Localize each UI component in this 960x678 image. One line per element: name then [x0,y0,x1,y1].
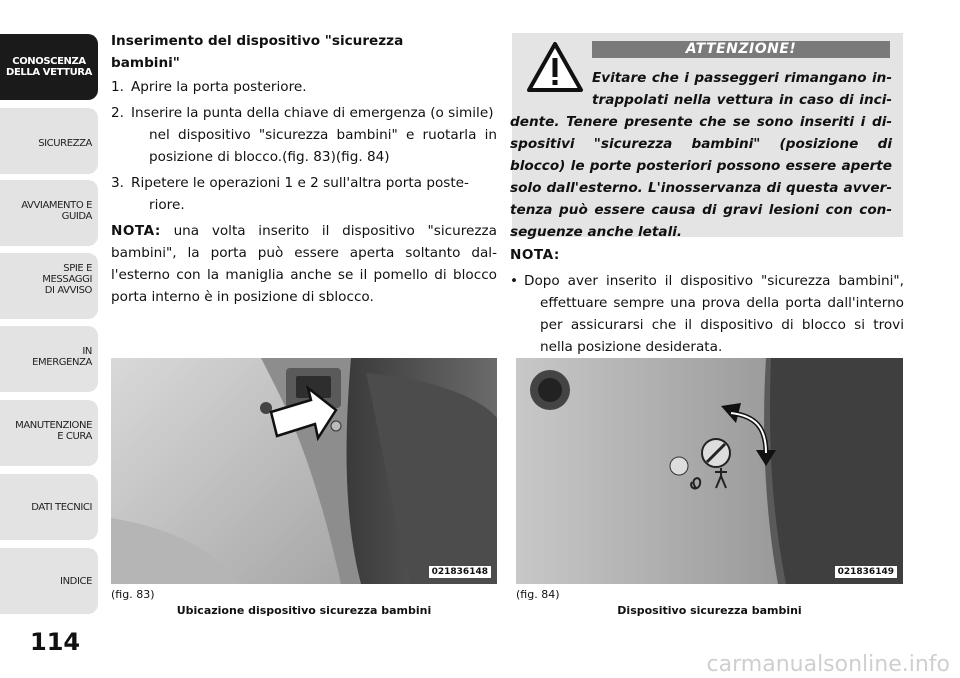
figure-code: 021836148 [429,566,491,578]
step-text: Aprire la porta posteriore. [131,79,307,95]
tab-manutenzione-e-cura[interactable]: MANUTENZIONE E CURA [0,400,98,466]
right-note [510,244,904,358]
heading-line-1: Inserimento del dispositivo "sicurezza [111,33,404,49]
note-paragraph [111,220,497,308]
watermark: carmanualsonline.info [706,652,950,677]
step-1 [111,76,497,98]
warning-box [510,33,903,240]
note-text: per assicurarsi che il dispositivo di blocco si trovi [540,317,904,333]
left-column [111,30,497,308]
tab-conoscenza-della-vettura[interactable]: CONOSCENZA DELLA VETTURA [0,34,98,100]
tab-dati-tecnici[interactable]: DATI TECNICI [0,474,98,540]
tab-indice[interactable]: INDICE [0,548,98,614]
step-text: Inserire la punta della chiave di emergenza (o simile) [131,105,494,121]
warning-title: ATTENZIONE! [592,41,890,58]
figure-83-caption: Ubicazione dispositivo sicurezza bambini [176,604,432,617]
step-number: 1. [111,79,124,95]
tab-sicurezza[interactable]: SICUREZZA [0,108,98,174]
tab-in-emergenza[interactable]: IN EMERGENZA [0,326,98,392]
bullet: • [510,273,519,289]
figure-83-photo [111,358,497,584]
warning-line: blocco) le porte posteriori possono essere aperte [510,158,892,174]
figure-84-photo [516,358,903,584]
tab-avviamento-e-guida[interactable]: AVVIAMENTO E GUIDA [0,180,98,246]
step-2 [111,102,497,168]
warning-line: tenza può essere causa di gravi lesioni con con- [510,202,892,218]
section-heading [111,30,497,74]
note-text: porta interno è in posizione di sblocco. [111,289,374,305]
door-latch-illustration [111,358,497,584]
note-text: bambini", la porta può essere aperta soltanto dal- [111,245,497,261]
page-number: 114 [30,628,81,656]
note-text: l'esterno con la maniglia anche se il pomello di blocco [111,267,497,283]
step-number: 3. [111,175,124,191]
warning-line: solo dall'esterno. L'inosservanza di questa avver- [510,180,892,196]
warning-line: spositivi "sicurezza bambini" (posizione di [510,136,892,152]
step-text: posizione di blocco.(fig. 83)(fig. 84) [149,149,390,165]
step-text: nel dispositivo "sicurezza bambini" e ruotarla in [149,127,497,143]
note-text: Dopo aver inserito il dispositivo "sicurezza bambini", [524,273,904,289]
warning-triangle-icon [526,41,584,93]
figure-84-caption: Dispositivo sicurezza bambini [617,604,802,617]
note-text: una volta inserito il dispositivo "sicurezza [173,223,497,239]
step-text: riore. [149,197,185,213]
warning-line: trappolati nella vettura in caso di inci- [592,92,892,108]
warning-line: seguenze anche letali. [510,224,683,240]
figure-code: 021836149 [835,566,897,578]
step-number: 2. [111,105,124,121]
figure-84-ref: (fig. 84) [516,588,560,601]
step-text: Ripetere le operazioni 1 e 2 sull'altra porta poste- [131,175,469,191]
child-lock-illustration [516,358,903,584]
warning-line: Evitare che i passeggeri rimangano in- [592,70,892,86]
tab-spie-e-messaggi[interactable]: SPIE E MESSAGGI DI AVVISO [0,253,98,319]
note-text: nella posizione desiderata. [540,339,723,355]
figure-83-ref: (fig. 83) [111,588,155,601]
note-text: effettuare sempre una prova della porta dall'interno [540,295,904,311]
heading-line-2: bambini" [111,55,180,71]
note-label: NOTA: [111,223,161,239]
note-label: NOTA: [510,247,560,263]
step-3 [111,172,497,216]
warning-line: dente. Tenere presente che se sono inseriti i di- [510,114,892,130]
